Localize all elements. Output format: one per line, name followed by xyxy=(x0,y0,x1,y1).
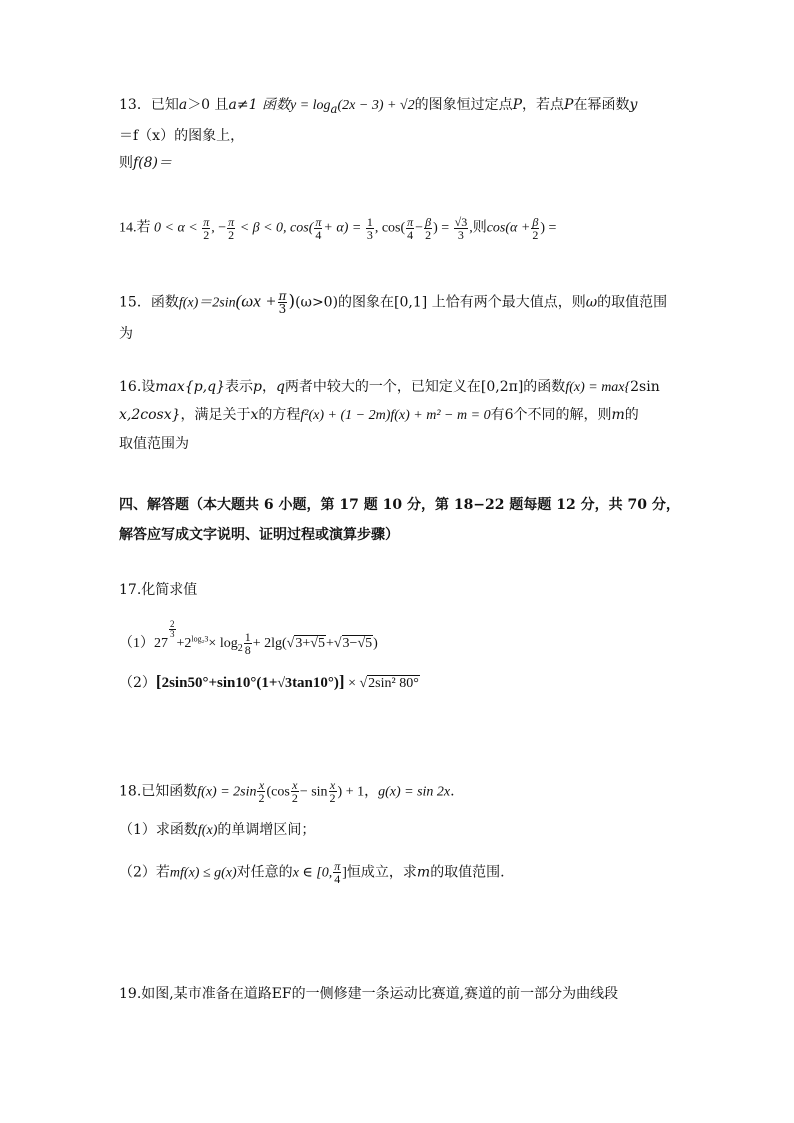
q13-line1: 13．已知a＞0 且a≠1 函数$y = \log_a(2x - 3) + √2$的图象恒过定点P，若点P在幂函数y xyxy=(119,97,638,116)
q18-part1: （1）求函数f(x)的单调增区间； xyxy=(119,822,316,838)
q13-line3: 则f(8)＝ xyxy=(119,155,173,171)
fraction: $\frac{1}{8}$ xyxy=(244,630,251,658)
q18-part2: （2）若mf(x) ≤ g(x)对任意的x ∈ [0, $\frac{\pi}{4}$ ]恒成立，求m的取值范围. xyxy=(119,859,505,886)
q15-line1: 15．函数f(x)＝2sin(ωx + $\frac{\pi}{3}$ )(ω>0)的图象在[0,1] 上恰有两个最大值点，则ω的取值范围 xyxy=(119,289,668,316)
fraction: $\frac{x}{2}$ xyxy=(291,778,298,805)
fraction: $\frac{\pi}{3}$ xyxy=(278,289,287,316)
fraction: $\frac{x}{2}$ xyxy=(329,778,336,805)
q17-title: 17.化简求值 xyxy=(119,582,198,598)
q17-part1: （1）27 $^{\frac{2}{3}}$ $+2^{log_23}\times \log_2$ $\frac{1}{8}$ + 2lg(√3+√5+√3−√5) xyxy=(119,619,378,658)
fraction: $\frac{\pi}{4}$ xyxy=(315,215,322,242)
q16-line1: 16.设max{p,q}表示p，q两者中较大的一个，已知定义在[0,2π]的函数f(x) = max{2sin xyxy=(119,379,660,395)
fraction: $\frac{\pi}{2}$ xyxy=(228,215,235,242)
q13-line2: ＝f（x）的图象上， xyxy=(119,128,245,144)
fraction: $\frac{\pi}{4}$ xyxy=(407,215,414,242)
exponent-fraction: 2 3 xyxy=(170,619,175,639)
q17-part2: （2）[2sin50°+sin10°(1+√3tan10°)] × √2sin² 80° xyxy=(119,672,419,691)
fraction: $\frac{\pi}{4}$ xyxy=(334,859,341,886)
fraction: $\frac{√3}{3}$ xyxy=(454,215,468,242)
q14-line: 14.若 0 < α < $\frac{\pi}{2}$ , − $\frac{\pi}{2}$ < β < 0, cos( $\frac{\pi}{4}$ + α) = $\frac{1}{3}$ , cos( $\frac{\pi}{4}$ − $\frac{\beta}{2}$ ) = $\frac{√3}{3}$ ,则cos(α + $\frac{\beta}{2}$ ) = xyxy=(119,215,557,242)
q16-line2: x,2cosx}，满足关于x的方程f²(x) + (1 − 2m)f(x) + m² − m = 0有6个不同的解，则m的 xyxy=(119,407,639,423)
q19-line1: 19.如图,某市准备在道路EF的一侧修建一条运动比赛道,赛道的前一部分为曲线段 xyxy=(119,986,619,1002)
fraction: $\frac{\pi}{2}$ xyxy=(203,215,210,242)
fraction: $\frac{x}{2}$ xyxy=(258,778,265,805)
q15-line2: 为 xyxy=(119,326,133,342)
fraction: $\frac{1}{3}$ xyxy=(366,215,373,242)
fraction: $\frac{\beta}{2}$ xyxy=(532,215,539,242)
section-heading: 四、解答题（本大题共 6 小题，第 17 题 10 分，第 18−22 题每题 12 分，共 70 分， xyxy=(119,497,680,513)
q18-line1: 18.已知函数f(x) = 2sin $\frac{x}{2}$ (cos $\frac{x}{2}$ − sin $\frac{x}{2}$ ) + 1，g(x) = sin 2x. xyxy=(119,778,455,805)
q16-line3: 取值范围为 xyxy=(119,436,189,452)
fraction: $\frac{\beta}{2}$ xyxy=(425,215,432,242)
section-heading-line2: 解答应写成文字说明、证明过程或演算步骤） xyxy=(119,527,399,543)
